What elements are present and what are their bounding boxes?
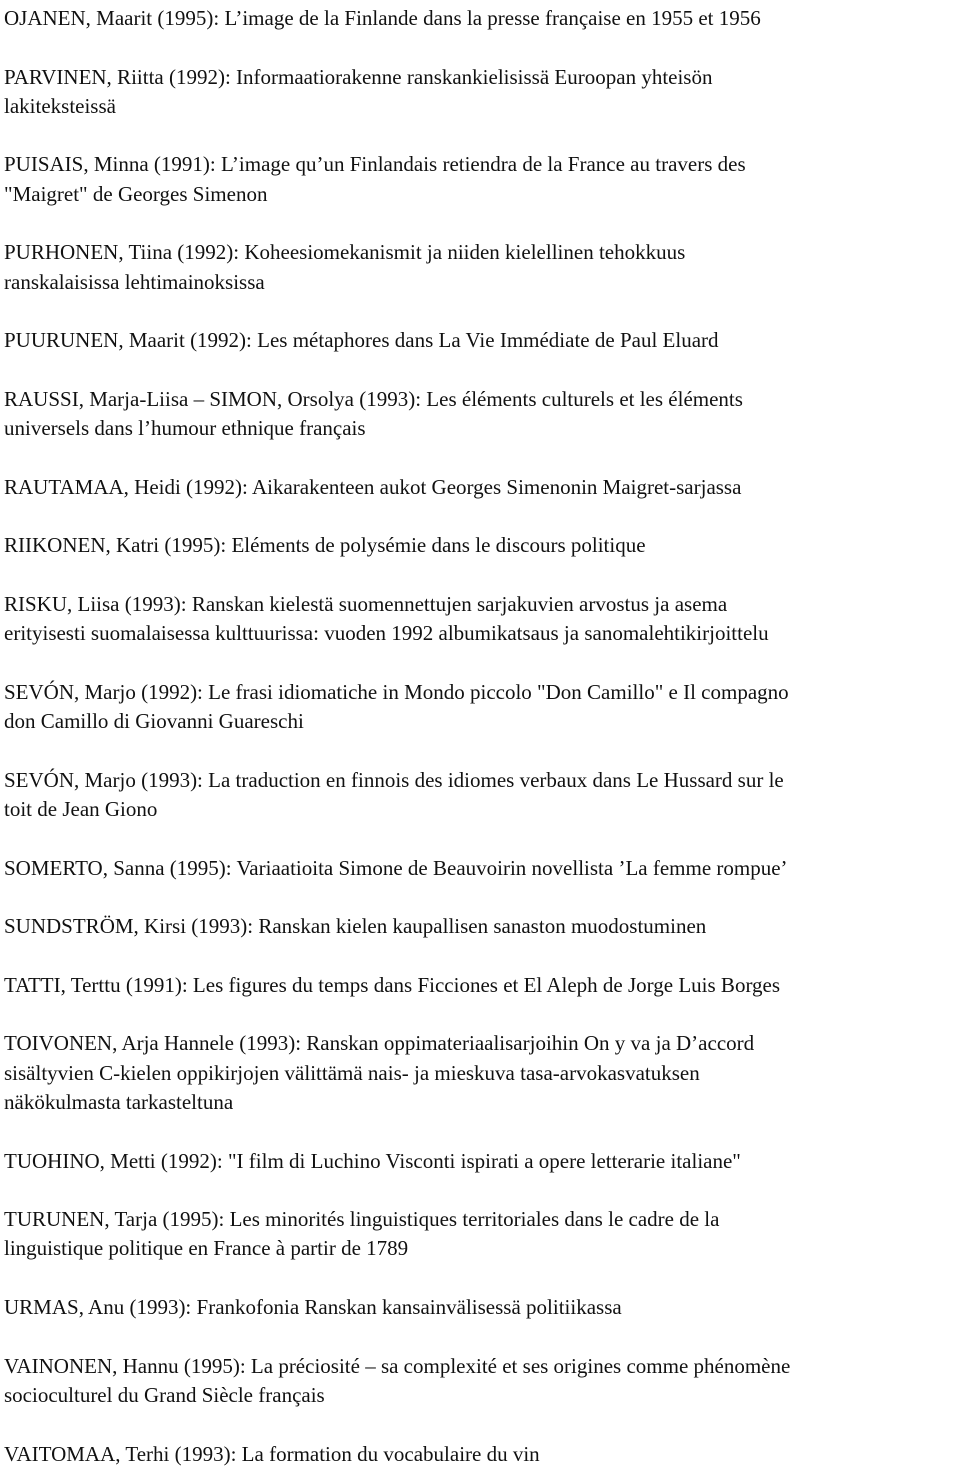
entry-line: näkökulmasta tarkasteltuna bbox=[4, 1089, 234, 1114]
entry-line: SOMERTO, Sanna (1995): Variaatioita Simone de Beauvoirin novellista ’La femme rompue’ bbox=[4, 855, 788, 880]
entry-line: don Camillo di Giovanni Guareschi bbox=[4, 709, 304, 734]
entry-line: TATTI, Terttu (1991): Les figures du temps dans Ficciones et El Aleph de Jorge Luis Borges bbox=[4, 972, 781, 997]
entry-line: TOIVONEN, Arja Hannele (1993): Ranskan oppimateriaalisarjoihin On y va ja D’accord bbox=[4, 1031, 755, 1056]
entry-line: erityisesti suomalaisessa kulttuurissa: vuoden 1992 albumikatsaus ja sanomalehtikirjoittelu bbox=[4, 621, 769, 646]
bibliography-entry bbox=[4, 1440, 960, 1469]
entry-line: RAUTAMAA, Heidi (1992): Aikarakenteen aukot Georges Simenonin Maigret-sarjassa bbox=[4, 474, 742, 499]
entry-line: linguistique politique en France à partir de 1789 bbox=[4, 1236, 409, 1261]
entry-line: SUNDSTRÖM, Kirsi (1993): Ranskan kielen kaupallisen sanaston muodostuminen bbox=[4, 914, 707, 939]
entry-line: PUURUNEN, Maarit (1992): Les métaphores dans La Vie Immédiate de Paul Eluard bbox=[4, 328, 719, 353]
entry-line: ranskalaisissa lehtimainoksissa bbox=[4, 269, 265, 294]
bibliography-entry bbox=[4, 1205, 960, 1264]
bibliography-entry bbox=[4, 854, 960, 883]
bibliography-entry bbox=[4, 385, 960, 444]
bibliography-entry bbox=[4, 678, 960, 737]
entry-line: SEVÓN, Marjo (1993): La traduction en finnois des idiomes verbaux dans Le Hussard sur le bbox=[4, 767, 784, 792]
bibliography-entry bbox=[4, 1147, 960, 1176]
entry-line: toit de Jean Giono bbox=[4, 797, 158, 822]
bibliography-entry bbox=[4, 531, 960, 560]
entry-line: PARVINEN, Riitta (1992): Informaatiorakenne ranskankielisissä Euroopan yhteisön bbox=[4, 64, 713, 89]
bibliography-entry bbox=[4, 766, 960, 825]
bibliography-entry bbox=[4, 238, 960, 297]
entry-line: lakiteksteissä bbox=[4, 93, 116, 118]
bibliography-entry bbox=[4, 590, 960, 649]
entry-line: SEVÓN, Marjo (1992): Le frasi idiomatiche in Mondo piccolo "Don Camillo" e Il compagno bbox=[4, 679, 789, 704]
bibliography-entry bbox=[4, 4, 960, 33]
entry-line: sisältyvien C-kielen oppikirjojen välittämä nais- ja mieskuva tasa-arvokasvatuksen bbox=[4, 1060, 700, 1085]
bibliography-entry bbox=[4, 63, 960, 122]
entry-line: VAINONEN, Hannu (1995): La préciosité – sa complexité et ses origines comme phénomène bbox=[4, 1353, 791, 1378]
entry-line: OJANEN, Maarit (1995): L’image de la Finlande dans la presse française en 1955 et 1956 bbox=[4, 6, 761, 30]
bibliography-entry bbox=[4, 1293, 960, 1322]
entry-line: RIIKONEN, Katri (1995): Eléments de polysémie dans le discours politique bbox=[4, 533, 646, 558]
entry-line: socioculturel du Grand Siècle français bbox=[4, 1382, 325, 1407]
bibliography-entry bbox=[4, 912, 960, 941]
entry-line: TURUNEN, Tarja (1995): Les minorités linguistiques territoriales dans le cadre de la bbox=[4, 1207, 720, 1232]
bibliography-entry bbox=[4, 971, 960, 1000]
entry-line: VAITOMAA, Terhi (1993): La formation du vocabulaire du vin bbox=[4, 1441, 540, 1466]
entry-line: TUOHINO, Metti (1992): "I film di Luchino Visconti ispirati a opere letterarie italiane" bbox=[4, 1148, 741, 1173]
entry-line: PUISAIS, Minna (1991): L’image qu’un Finlandais retiendra de la France au travers des bbox=[4, 152, 746, 177]
entry-line: universels dans l’humour ethnique français bbox=[4, 416, 366, 441]
entry-line: "Maigret" de Georges Simenon bbox=[4, 181, 268, 206]
bibliography-entry bbox=[4, 1352, 960, 1411]
entry-line: PURHONEN, Tiina (1992): Koheesiomekanismit ja niiden kielellinen tehokkuus bbox=[4, 240, 686, 265]
bibliography-entry bbox=[4, 473, 960, 502]
entry-line: RISKU, Liisa (1993): Ranskan kielestä suomennettujen sarjakuvien arvostus ja asema bbox=[4, 591, 728, 616]
bibliography-entry bbox=[4, 150, 960, 209]
entry-line: RAUSSI, Marja-Liisa – SIMON, Orsolya (1993): Les éléments culturels et les éléments bbox=[4, 386, 743, 411]
entry-line: URMAS, Anu (1993): Frankofonia Ranskan kansainvälisessä politiikassa bbox=[4, 1295, 622, 1320]
bibliography-entry bbox=[4, 326, 960, 355]
bibliography-entry bbox=[4, 1029, 960, 1117]
